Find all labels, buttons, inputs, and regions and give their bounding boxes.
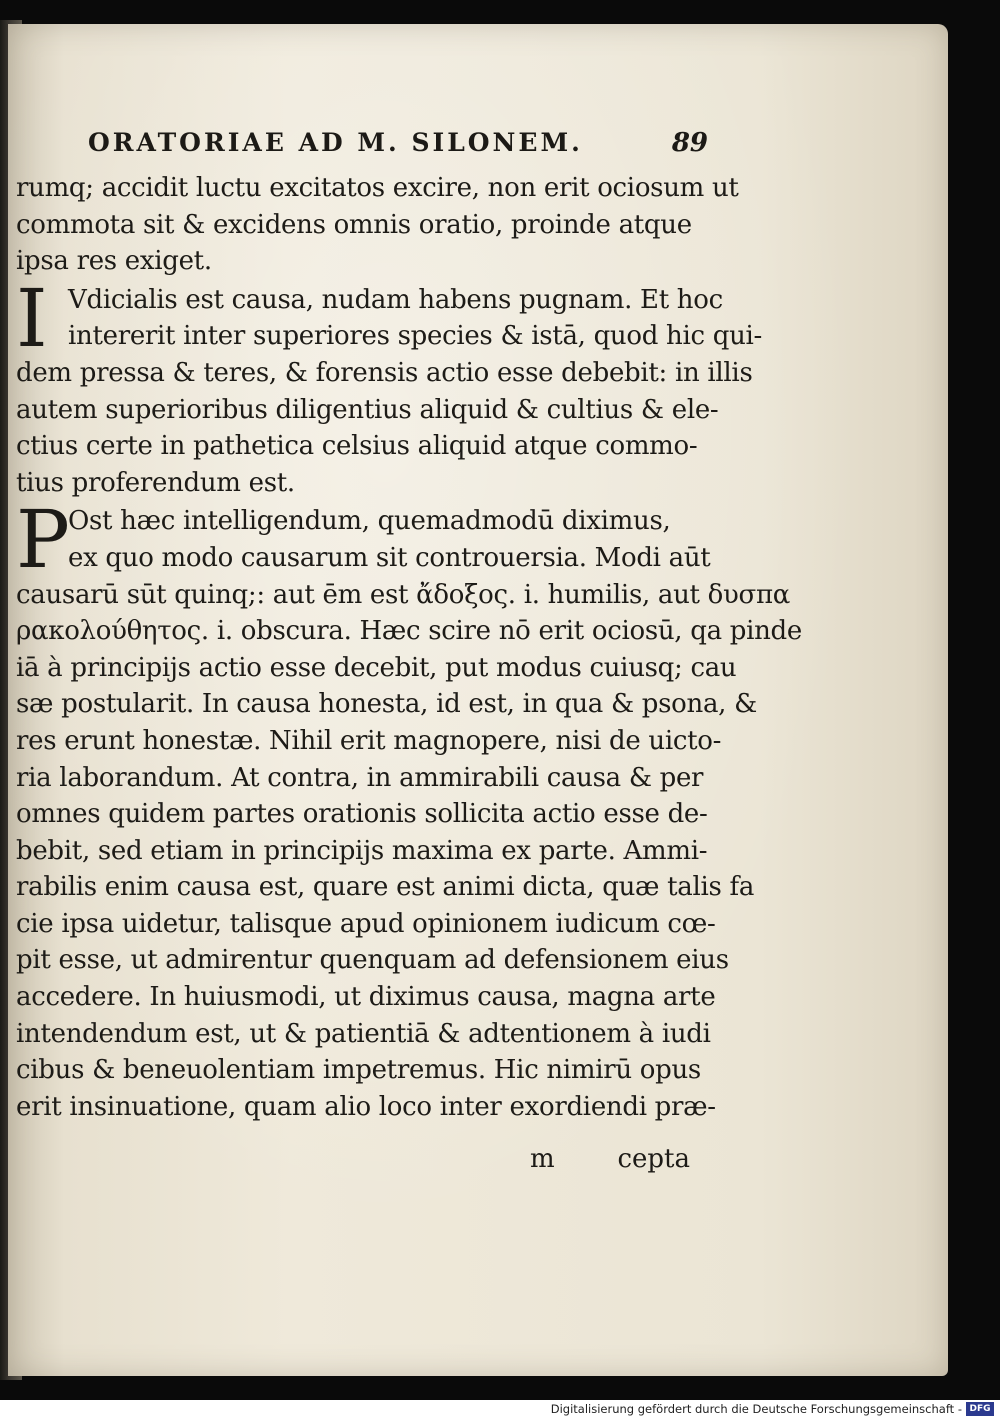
text-line: iā à principijs actio esse decebit, put modus cuiusq; cau	[16, 652, 737, 683]
text-line: erit insinuatione, quam alio loco inter exordiendi præ-	[16, 1091, 716, 1122]
paragraph-2	[16, 271, 763, 502]
paragraph-3	[16, 493, 802, 1125]
text-line: omnes quidem partes orationis sollicita actio esse de-	[16, 799, 708, 830]
footer-credit: Digitalisierung gefördert durch die Deutsche Forschungsgemeinschaft -	[550, 1402, 962, 1416]
text-line: autem superioribus diligentius aliquid & cultius & ele-	[16, 394, 719, 425]
text-line: ria laborandum. At contra, in ammirabili causa & per	[16, 762, 704, 793]
text-line: dem pressa & teres, & forensis actio esse debebit: in illis	[16, 357, 753, 388]
text-line: pit esse, ut admirentur quenquam ad defensionem eius	[16, 945, 729, 976]
catch-line	[530, 1144, 690, 1184]
text-line: intererit inter superiores species & istā, quod hic qui-	[68, 321, 763, 352]
text-line: cie ipsa uidetur, talisque apud opinionem iudicum cœ-	[16, 908, 716, 939]
text-line: ctius certe in pathetica celsius aliquid atque commo-	[16, 431, 698, 462]
text-line: sæ postularit. In causa honesta, id est, in qua & psona, &	[16, 689, 757, 720]
dfg-logo-icon: DFG	[966, 1402, 994, 1416]
drop-cap-initial: P	[16, 493, 70, 587]
footer-bar	[0, 1400, 1000, 1419]
text-line: intendendum est, ut & patientiā & adtentionem à iudi	[16, 1018, 711, 1049]
text-line: Vdicialis est causa, nudam habens pugnam. Et hoc	[68, 284, 723, 315]
text-line: Ost hæc intelligendum, quemadmodū diximus,	[68, 506, 671, 537]
text-line: ex quo modo causarum sit controuersia. Modi aūt	[68, 542, 711, 573]
text-line: tius proferendum est.	[16, 467, 295, 498]
text-line: commota sit & excidens omnis oratio, proinde atque	[16, 209, 692, 240]
text-line: accedere. In huiusmodi, ut diximus causa, magna arte	[16, 982, 716, 1013]
text-line: ipsa res exiget.	[16, 246, 212, 277]
text-line: rabilis enim causa est, quare est animi dicta, quæ talis fa	[16, 872, 755, 903]
text-line: res erunt honestæ. Nihil erit magnopere, nisi de uicto-	[16, 725, 722, 756]
text-line: rumq; accidit luctu excitatos excire, non erit ociosum ut	[16, 173, 739, 203]
text-line: cibus & beneuolentiam impetremus. Hic nimirū opus	[16, 1055, 701, 1086]
running-header	[88, 128, 708, 162]
text-line: bebit, sed etiam in principijs maxima ex parte. Ammi-	[16, 835, 708, 866]
drop-cap-initial: I	[16, 271, 48, 365]
catchword: cepta	[617, 1144, 690, 1174]
signature-mark: m	[530, 1144, 555, 1174]
body-text	[16, 170, 802, 1125]
page-number: 89	[671, 128, 708, 158]
running-title: ORATORIAE AD M. SILONEM.	[88, 128, 583, 157]
paragraph-1	[16, 170, 739, 280]
text-line: causarū sūt quinq;: aut ēm est ἄδοξος. i. humilis, aut δυσπα	[16, 579, 791, 610]
text-line: ρακολούθητος. i. obscura. Hæc scire nō erit ociosū, qa pinde	[16, 616, 802, 647]
